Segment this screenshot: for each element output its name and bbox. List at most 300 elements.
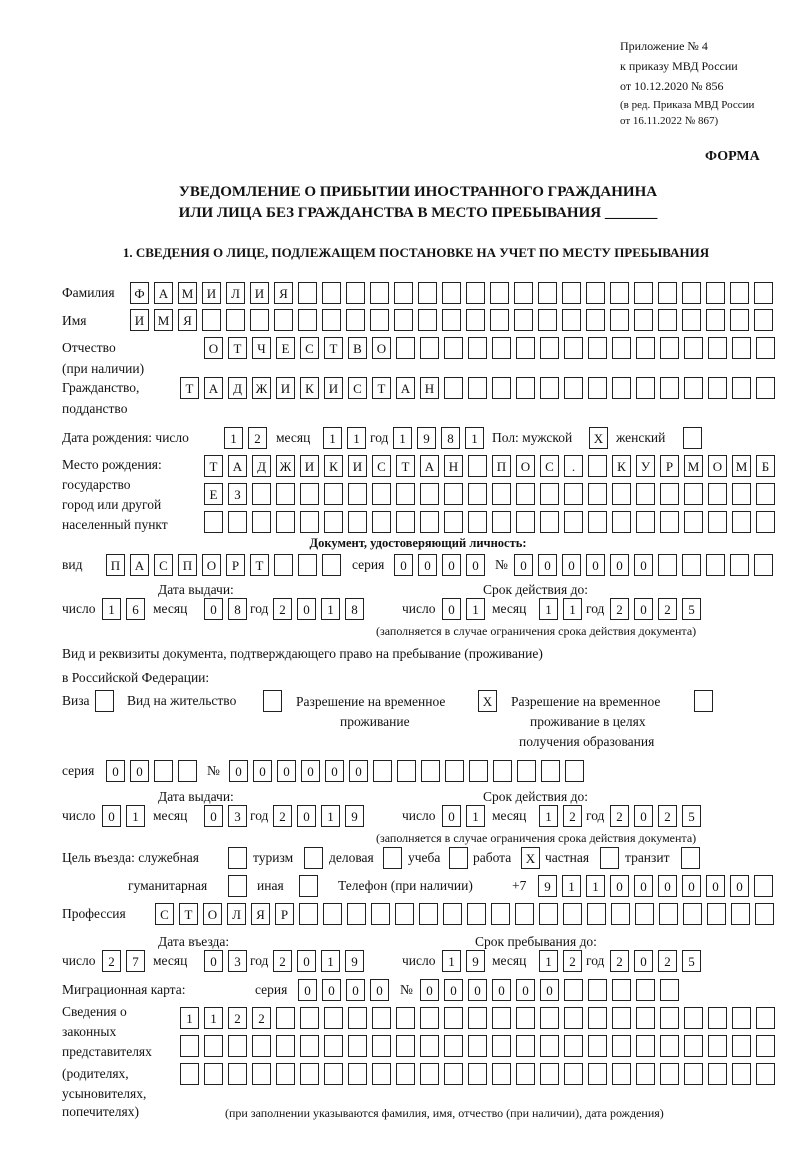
char-cell[interactable] [442,309,461,331]
purpose-other-checkbox[interactable] [299,875,323,897]
char-cell[interactable] [444,483,463,505]
char-cell[interactable]: А [204,377,223,399]
citizenship-field[interactable] [180,377,780,399]
char-cell[interactable] [180,1063,199,1085]
char-cell[interactable]: 1 [224,427,243,449]
char-cell[interactable] [588,511,607,533]
char-cell[interactable] [610,282,629,304]
char-cell[interactable]: Е [204,483,223,505]
char-cell[interactable]: 0 [706,875,725,897]
char-cell[interactable]: П [178,554,197,576]
purpose-tourism-checkbox[interactable] [304,847,328,869]
sex-female-checkbox[interactable] [683,427,707,449]
char-cell[interactable]: 1 [393,427,412,449]
birthplace-line-2[interactable] [204,483,780,505]
char-cell[interactable]: 2 [273,805,292,827]
id-issue-day[interactable] [102,598,150,620]
checkbox-cell[interactable] [304,847,323,869]
char-cell[interactable]: 8 [345,598,364,620]
char-cell[interactable]: 1 [347,427,366,449]
char-cell[interactable]: 0 [297,598,316,620]
char-cell[interactable] [516,1007,535,1029]
char-cell[interactable] [324,1007,343,1029]
birth-month-field[interactable] [323,427,371,449]
char-cell[interactable] [372,1007,391,1029]
char-cell[interactable]: 5 [682,950,701,972]
char-cell[interactable] [397,760,416,782]
char-cell[interactable]: 6 [126,598,145,620]
char-cell[interactable] [540,377,559,399]
char-cell[interactable]: 0 [442,554,461,576]
char-cell[interactable]: 1 [321,805,340,827]
birth-year-field[interactable] [393,427,489,449]
char-cell[interactable]: С [348,377,367,399]
char-cell[interactable] [348,511,367,533]
char-cell[interactable]: И [202,282,221,304]
char-cell[interactable]: Я [178,309,197,331]
char-cell[interactable] [636,979,655,1001]
char-cell[interactable] [444,1007,463,1029]
surname-field[interactable] [130,282,778,304]
edu-residence-checkbox[interactable] [694,690,718,712]
char-cell[interactable] [684,1063,703,1085]
char-cell[interactable] [660,979,679,1001]
purpose-business-checkbox[interactable] [383,847,407,869]
char-cell[interactable] [708,511,727,533]
char-cell[interactable] [659,903,678,925]
char-cell[interactable]: 2 [248,427,267,449]
char-cell[interactable] [372,1063,391,1085]
entry-month[interactable] [204,950,252,972]
char-cell[interactable] [562,309,581,331]
char-cell[interactable]: 1 [539,805,558,827]
char-cell[interactable]: 0 [538,554,557,576]
char-cell[interactable] [420,483,439,505]
id-doc-kind-field[interactable] [106,554,346,576]
char-cell[interactable]: Р [275,903,294,925]
char-cell[interactable]: М [154,309,173,331]
char-cell[interactable] [323,903,342,925]
char-cell[interactable] [540,1063,559,1085]
char-cell[interactable] [658,554,677,576]
char-cell[interactable] [612,1035,631,1057]
char-cell[interactable] [538,309,557,331]
char-cell[interactable] [492,483,511,505]
char-cell[interactable]: 1 [442,950,461,972]
char-cell[interactable] [636,1035,655,1057]
char-cell[interactable]: Д [252,455,271,477]
char-cell[interactable] [444,1035,463,1057]
char-cell[interactable]: 0 [204,950,223,972]
char-cell[interactable]: 1 [323,427,342,449]
char-cell[interactable] [660,1063,679,1085]
char-cell[interactable]: 0 [442,598,461,620]
representatives-line-3[interactable] [180,1063,780,1085]
char-cell[interactable]: Б [756,455,775,477]
char-cell[interactable] [469,760,488,782]
char-cell[interactable]: Т [324,337,343,359]
char-cell[interactable] [754,309,773,331]
stay-doc-number-field[interactable] [229,760,589,782]
char-cell[interactable] [588,337,607,359]
char-cell[interactable]: 9 [417,427,436,449]
char-cell[interactable] [322,282,341,304]
char-cell[interactable]: 9 [345,805,364,827]
temp-residence-checkbox[interactable] [478,690,502,712]
char-cell[interactable]: 0 [301,760,320,782]
char-cell[interactable]: А [396,377,415,399]
char-cell[interactable]: К [612,455,631,477]
char-cell[interactable] [421,760,440,782]
char-cell[interactable] [274,554,293,576]
char-cell[interactable] [586,282,605,304]
char-cell[interactable]: П [492,455,511,477]
char-cell[interactable] [684,511,703,533]
char-cell[interactable] [372,1035,391,1057]
stay-until-day[interactable] [442,950,490,972]
purpose-private-checkbox[interactable] [600,847,624,869]
char-cell[interactable]: С [154,554,173,576]
char-cell[interactable] [252,483,271,505]
char-cell[interactable]: 5 [682,805,701,827]
char-cell[interactable]: А [228,455,247,477]
checkbox-cell[interactable] [228,847,247,869]
char-cell[interactable] [660,511,679,533]
char-cell[interactable] [660,1035,679,1057]
char-cell[interactable] [491,903,510,925]
char-cell[interactable]: 1 [465,427,484,449]
char-cell[interactable] [516,1063,535,1085]
char-cell[interactable] [588,377,607,399]
char-cell[interactable] [636,483,655,505]
char-cell[interactable] [516,377,535,399]
name-field[interactable] [130,309,778,331]
char-cell[interactable]: 0 [297,805,316,827]
char-cell[interactable] [300,1063,319,1085]
char-cell[interactable] [682,309,701,331]
char-cell[interactable]: Ч [252,337,271,359]
id-valid-month[interactable] [539,598,587,620]
char-cell[interactable]: 2 [610,805,629,827]
char-cell[interactable]: О [708,455,727,477]
char-cell[interactable] [756,337,775,359]
char-cell[interactable] [564,1035,583,1057]
char-cell[interactable] [540,483,559,505]
checkbox-cell[interactable] [683,427,702,449]
char-cell[interactable] [420,1035,439,1057]
char-cell[interactable]: М [178,282,197,304]
purpose-service-checkbox[interactable] [228,847,252,869]
char-cell[interactable]: 2 [273,598,292,620]
char-cell[interactable]: 0 [468,979,487,1001]
char-cell[interactable]: 1 [321,950,340,972]
char-cell[interactable]: 2 [228,1007,247,1029]
char-cell[interactable] [516,511,535,533]
char-cell[interactable] [252,1063,271,1085]
char-cell[interactable]: 0 [130,760,149,782]
char-cell[interactable] [324,483,343,505]
char-cell[interactable] [348,1007,367,1029]
char-cell[interactable]: М [732,455,751,477]
char-cell[interactable]: 0 [610,875,629,897]
char-cell[interactable]: И [324,377,343,399]
char-cell[interactable]: 0 [634,875,653,897]
char-cell[interactable] [541,760,560,782]
checkbox-cell[interactable]: X [521,847,540,869]
char-cell[interactable]: Т [204,455,223,477]
char-cell[interactable]: Т [250,554,269,576]
char-cell[interactable]: 2 [563,950,582,972]
char-cell[interactable]: 1 [466,598,485,620]
char-cell[interactable] [348,1063,367,1085]
char-cell[interactable] [708,337,727,359]
char-cell[interactable] [420,1063,439,1085]
char-cell[interactable]: О [204,337,223,359]
char-cell[interactable] [418,309,437,331]
id-doc-number-field[interactable] [514,554,778,576]
char-cell[interactable]: 0 [634,805,653,827]
char-cell[interactable] [612,377,631,399]
char-cell[interactable]: Р [226,554,245,576]
char-cell[interactable]: 0 [297,950,316,972]
char-cell[interactable] [515,903,534,925]
char-cell[interactable] [466,282,485,304]
char-cell[interactable] [467,903,486,925]
migration-card-number[interactable] [420,979,684,1001]
char-cell[interactable] [516,1035,535,1057]
char-cell[interactable] [684,377,703,399]
char-cell[interactable]: 0 [325,760,344,782]
char-cell[interactable] [612,979,631,1001]
char-cell[interactable] [562,282,581,304]
char-cell[interactable]: Ф [130,282,149,304]
char-cell[interactable] [660,483,679,505]
char-cell[interactable]: 0 [610,554,629,576]
char-cell[interactable] [468,511,487,533]
char-cell[interactable] [612,511,631,533]
char-cell[interactable] [564,1063,583,1085]
char-cell[interactable] [730,282,749,304]
char-cell[interactable]: Д [228,377,247,399]
representatives-line-2[interactable] [180,1035,780,1057]
char-cell[interactable] [202,309,221,331]
char-cell[interactable]: 8 [441,427,460,449]
id-issue-year[interactable] [273,598,369,620]
stay-issue-year[interactable] [273,805,369,827]
char-cell[interactable]: 9 [345,950,364,972]
char-cell[interactable] [252,1035,271,1057]
char-cell[interactable] [252,511,271,533]
char-cell[interactable] [493,760,512,782]
char-cell[interactable]: И [250,282,269,304]
char-cell[interactable]: 2 [610,598,629,620]
char-cell[interactable] [754,554,773,576]
checkbox-cell[interactable] [449,847,468,869]
char-cell[interactable]: 0 [106,760,125,782]
char-cell[interactable]: 0 [540,979,559,1001]
char-cell[interactable] [756,1007,775,1029]
id-valid-day[interactable] [442,598,490,620]
char-cell[interactable] [466,309,485,331]
residence-checkbox[interactable] [263,690,287,712]
char-cell[interactable]: 0 [634,554,653,576]
char-cell[interactable] [492,337,511,359]
char-cell[interactable]: 0 [204,598,223,620]
char-cell[interactable] [420,511,439,533]
char-cell[interactable]: 2 [102,950,121,972]
char-cell[interactable] [706,309,725,331]
entry-year[interactable] [273,950,369,972]
char-cell[interactable] [565,760,584,782]
char-cell[interactable]: О [516,455,535,477]
char-cell[interactable] [539,903,558,925]
char-cell[interactable] [420,1007,439,1029]
char-cell[interactable]: 0 [442,805,461,827]
birthplace-line-3[interactable] [204,511,780,533]
char-cell[interactable] [444,511,463,533]
char-cell[interactable]: А [130,554,149,576]
char-cell[interactable]: Н [420,377,439,399]
char-cell[interactable] [516,337,535,359]
checkbox-cell[interactable] [694,690,713,712]
char-cell[interactable]: 1 [180,1007,199,1029]
char-cell[interactable]: С [155,903,174,925]
purpose-study-checkbox[interactable] [449,847,473,869]
char-cell[interactable]: 0 [253,760,272,782]
char-cell[interactable]: С [372,455,391,477]
char-cell[interactable]: 9 [466,950,485,972]
profession-field[interactable] [155,903,779,925]
stay-doc-series-field[interactable] [106,760,202,782]
char-cell[interactable]: 1 [563,598,582,620]
char-cell[interactable] [588,483,607,505]
char-cell[interactable]: И [300,455,319,477]
char-cell[interactable]: Н [444,455,463,477]
char-cell[interactable]: 0 [229,760,248,782]
char-cell[interactable]: 2 [658,805,677,827]
char-cell[interactable] [612,1007,631,1029]
char-cell[interactable] [298,554,317,576]
char-cell[interactable]: 1 [539,950,558,972]
char-cell[interactable] [684,483,703,505]
char-cell[interactable]: М [684,455,703,477]
stay-issue-month[interactable] [204,805,252,827]
char-cell[interactable] [754,282,773,304]
char-cell[interactable] [564,511,583,533]
char-cell[interactable] [324,511,343,533]
char-cell[interactable]: 0 [322,979,341,1001]
char-cell[interactable] [658,282,677,304]
char-cell[interactable]: Т [180,377,199,399]
checkbox-cell[interactable] [681,847,700,869]
char-cell[interactable] [706,554,725,576]
char-cell[interactable] [468,455,487,477]
char-cell[interactable]: 2 [658,950,677,972]
char-cell[interactable]: 2 [273,950,292,972]
char-cell[interactable] [419,903,438,925]
char-cell[interactable] [178,760,197,782]
char-cell[interactable]: 1 [466,805,485,827]
char-cell[interactable]: 0 [514,554,533,576]
char-cell[interactable]: В [348,337,367,359]
char-cell[interactable] [274,309,293,331]
char-cell[interactable] [684,1035,703,1057]
char-cell[interactable] [322,554,341,576]
char-cell[interactable] [588,455,607,477]
representatives-line-1[interactable] [180,1007,780,1029]
char-cell[interactable]: 0 [444,979,463,1001]
char-cell[interactable] [373,760,392,782]
char-cell[interactable]: С [300,337,319,359]
char-cell[interactable] [396,483,415,505]
char-cell[interactable]: 0 [420,979,439,1001]
char-cell[interactable] [300,1007,319,1029]
char-cell[interactable] [707,903,726,925]
char-cell[interactable] [396,1007,415,1029]
char-cell[interactable] [612,337,631,359]
char-cell[interactable] [635,903,654,925]
char-cell[interactable]: Ж [252,377,271,399]
char-cell[interactable] [324,1035,343,1057]
char-cell[interactable]: 0 [466,554,485,576]
char-cell[interactable] [660,337,679,359]
checkbox-cell[interactable]: X [589,427,608,449]
char-cell[interactable]: 0 [394,554,413,576]
char-cell[interactable] [228,1035,247,1057]
char-cell[interactable] [299,903,318,925]
char-cell[interactable] [563,903,582,925]
char-cell[interactable] [492,377,511,399]
char-cell[interactable] [564,1007,583,1029]
id-doc-series-field[interactable] [394,554,490,576]
char-cell[interactable]: 9 [538,875,557,897]
char-cell[interactable] [443,903,462,925]
char-cell[interactable] [298,309,317,331]
char-cell[interactable] [370,309,389,331]
char-cell[interactable] [754,875,773,897]
checkbox-cell[interactable]: X [478,690,497,712]
char-cell[interactable]: 2 [252,1007,271,1029]
char-cell[interactable]: 0 [349,760,368,782]
char-cell[interactable]: 5 [682,598,701,620]
char-cell[interactable]: И [348,455,367,477]
char-cell[interactable] [395,903,414,925]
char-cell[interactable]: Т [372,377,391,399]
stay-until-year[interactable] [610,950,706,972]
char-cell[interactable] [588,1035,607,1057]
char-cell[interactable] [682,282,701,304]
char-cell[interactable] [468,337,487,359]
char-cell[interactable]: 0 [277,760,296,782]
birthplace-line-1[interactable] [204,455,780,477]
char-cell[interactable] [492,511,511,533]
char-cell[interactable]: 8 [228,598,247,620]
char-cell[interactable]: 1 [321,598,340,620]
char-cell[interactable] [492,1035,511,1057]
stay-valid-month[interactable] [539,805,587,827]
char-cell[interactable] [372,511,391,533]
char-cell[interactable] [420,337,439,359]
char-cell[interactable]: О [202,554,221,576]
char-cell[interactable] [226,309,245,331]
char-cell[interactable] [492,1007,511,1029]
char-cell[interactable]: 1 [102,598,121,620]
char-cell[interactable] [514,282,533,304]
char-cell[interactable] [324,1063,343,1085]
char-cell[interactable] [731,903,750,925]
char-cell[interactable]: 0 [418,554,437,576]
phone-field[interactable] [538,875,778,897]
